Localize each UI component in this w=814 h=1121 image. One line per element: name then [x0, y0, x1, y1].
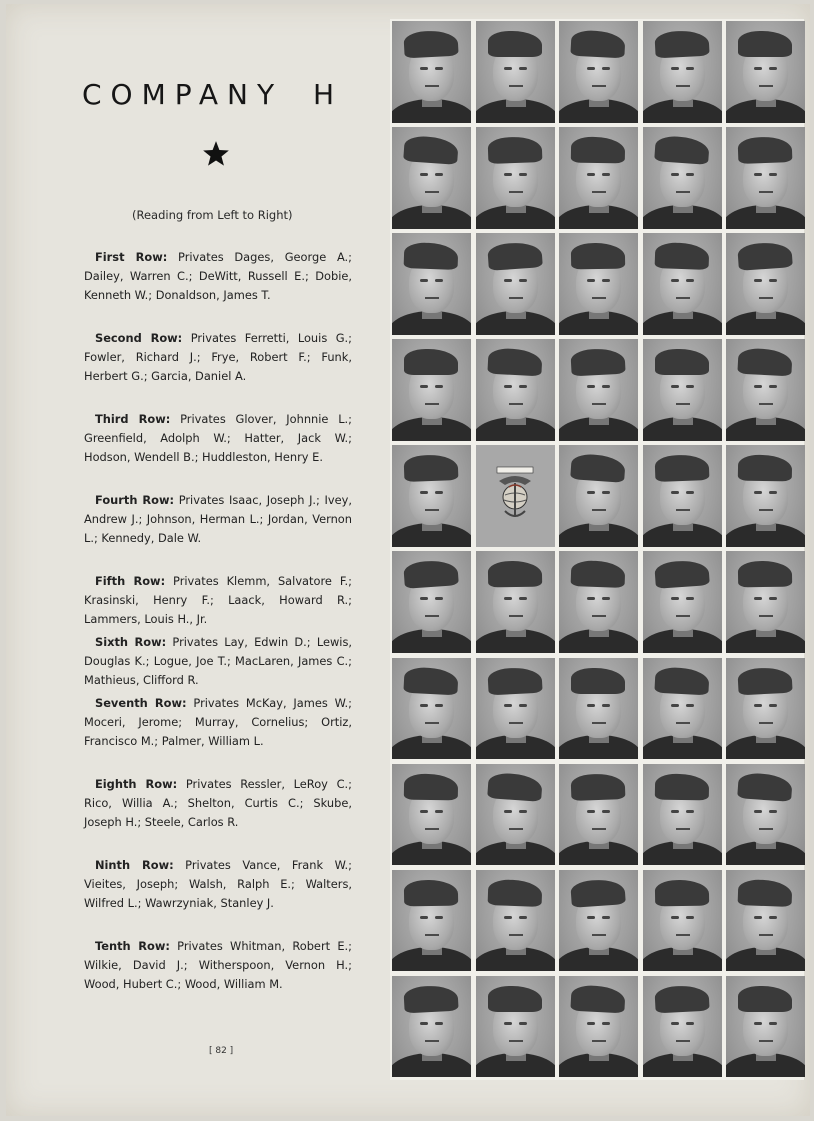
mouth	[759, 509, 773, 511]
row-caption-label: Seventh Row:	[95, 696, 187, 710]
soldier-portrait	[392, 445, 471, 547]
soldier-portrait	[392, 551, 471, 653]
soldier-portrait	[559, 21, 638, 123]
reading-direction-note: (Reading from Left to Right)	[132, 208, 293, 222]
row-caption-label: Fourth Row:	[95, 493, 175, 507]
mouth	[592, 934, 606, 936]
mouth	[759, 722, 773, 724]
mouth	[425, 828, 439, 830]
soldier-portrait	[476, 21, 555, 123]
garrison-cap	[737, 241, 793, 271]
garrison-cap	[737, 666, 792, 695]
garrison-cap	[570, 348, 625, 377]
garrison-cap	[571, 561, 626, 589]
soldier-portrait	[392, 764, 471, 866]
garrison-cap	[654, 242, 709, 270]
mouth	[592, 615, 606, 617]
row-captions	[84, 248, 352, 1018]
soldier-portrait	[643, 976, 722, 1078]
garrison-cap	[654, 773, 708, 800]
soldier-portrait	[726, 658, 805, 760]
garrison-cap	[570, 878, 626, 908]
soldier-portrait	[559, 127, 638, 229]
mouth	[425, 509, 439, 511]
mouth	[425, 85, 439, 87]
mouth	[592, 403, 606, 405]
garrison-cap	[738, 879, 793, 907]
row-caption	[84, 491, 352, 551]
garrison-cap	[487, 241, 543, 271]
garrison-cap	[404, 773, 458, 800]
row-caption-label: Sixth Row:	[95, 635, 167, 649]
row-caption-names: Privates Glover, Johnnie L.; Greenfield, Adolph W.; Hatter, Jack W.; Hodson, Wendell B.; Huddleston, Henry E.	[84, 412, 352, 465]
mouth	[509, 934, 523, 936]
soldier-portrait	[392, 976, 471, 1078]
garrison-cap	[738, 561, 792, 588]
row-caption-names: Privates McKay, James W.; Moceri, Jerome; Murray, Cornelius; Ortiz, Francisco M.; Palmer, William L.	[84, 696, 353, 749]
soldier-portrait	[559, 764, 638, 866]
soldier-portrait	[726, 339, 805, 441]
row-caption-names: Privates Isaac, Joseph J.; Ivey, Andrew J.; Johnson, Herman L.; Jordan, Vernon L.; Kennedy, Dale W.	[84, 493, 352, 546]
soldier-portrait	[643, 445, 722, 547]
mouth	[509, 1040, 523, 1042]
soldier-portrait	[726, 21, 805, 123]
garrison-cap	[487, 561, 541, 588]
soldier-portrait	[559, 658, 638, 760]
mouth	[759, 615, 773, 617]
row-caption-label: Tenth Row:	[95, 939, 170, 953]
row-caption-names: Privates Ferretti, Louis G.; Fowler, Richard J.; Frye, Robert F.; Funk, Herbert G.; Garcia, Daniel A.	[84, 331, 352, 384]
row-caption	[84, 856, 352, 916]
mouth	[676, 85, 690, 87]
soldier-portrait	[476, 233, 555, 335]
garrison-cap	[655, 349, 709, 375]
garrison-cap	[738, 136, 793, 164]
page-title	[82, 78, 343, 111]
mouth	[509, 828, 523, 830]
garrison-cap	[654, 454, 709, 482]
soldier-portrait	[392, 127, 471, 229]
soldier-portrait	[643, 127, 722, 229]
row-caption	[84, 329, 352, 389]
soldier-portrait	[559, 233, 638, 335]
soldier-portrait	[643, 339, 722, 441]
row-caption-label: Ninth Row:	[95, 858, 174, 872]
mouth	[759, 1040, 773, 1042]
garrison-cap	[571, 668, 625, 694]
soldier-portrait	[476, 764, 555, 866]
soldier-portrait	[726, 976, 805, 1078]
mouth	[425, 403, 439, 405]
soldier-portrait	[643, 658, 722, 760]
row-caption-label: Eighth Row:	[95, 777, 178, 791]
soldier-portrait	[559, 976, 638, 1078]
soldier-portrait	[643, 21, 722, 123]
mouth	[425, 934, 439, 936]
mouth	[759, 828, 773, 830]
marine-corps-emblem	[476, 445, 555, 547]
row-caption-names: Privates Lay, Edwin D.; Lewis, Douglas K.; Logue, Joe T.; MacLaren, James C.; Mathieus, Clifford R.	[84, 635, 353, 688]
soldier-portrait	[476, 551, 555, 653]
soldier-portrait	[392, 658, 471, 760]
mouth	[425, 1040, 439, 1042]
soldier-portrait	[559, 551, 638, 653]
mouth	[676, 403, 690, 405]
soldier-portrait	[559, 339, 638, 441]
soldier-portrait	[726, 551, 805, 653]
soldier-portrait	[643, 551, 722, 653]
garrison-cap	[404, 242, 459, 270]
garrison-cap	[654, 879, 708, 906]
mouth	[509, 85, 523, 87]
row-caption-label: Fifth Row:	[95, 574, 166, 588]
mouth	[592, 722, 606, 724]
soldier-portrait	[476, 870, 555, 972]
garrison-cap	[403, 560, 459, 590]
mouth	[509, 191, 523, 193]
soldier-portrait	[726, 445, 805, 547]
garrison-cap	[404, 349, 458, 375]
soldier-portrait	[726, 870, 805, 972]
mouth	[509, 615, 523, 617]
soldier-portrait	[476, 976, 555, 1078]
garrison-cap	[488, 986, 542, 1012]
row-caption-names: Privates Klemm, Salvatore F.; Krasinski, Henry F.; Laack, Howard R.; Lammers, Louis H., Jr.	[84, 574, 352, 627]
mouth	[509, 403, 523, 405]
row-caption	[84, 572, 352, 627]
mouth	[592, 828, 606, 830]
row-caption-names: Privates Vance, Frank W.; Vieites, Joseph; Walsh, Ralph E.; Walters, Wilfred L.; Wawrzyniak, Stanley J.	[84, 858, 352, 911]
garrison-cap	[403, 30, 458, 59]
star-icon	[202, 140, 230, 168]
mouth	[759, 297, 773, 299]
mouth	[676, 934, 690, 936]
title-letter: H	[313, 78, 344, 111]
mouth	[759, 403, 773, 405]
soldier-portrait	[476, 339, 555, 441]
mouth	[425, 297, 439, 299]
mouth	[592, 85, 606, 87]
garrison-cap	[571, 137, 625, 164]
garrison-cap	[654, 666, 709, 695]
mouth	[592, 297, 606, 299]
garrison-cap	[570, 984, 625, 1013]
mouth	[759, 191, 773, 193]
garrison-cap	[487, 879, 542, 907]
mouth	[676, 722, 690, 724]
row-caption	[84, 633, 353, 688]
mouth	[759, 85, 773, 87]
garrison-cap	[570, 30, 625, 59]
garrison-cap	[654, 560, 710, 590]
row-caption	[84, 410, 352, 470]
garrison-cap	[403, 984, 458, 1013]
garrison-cap	[487, 772, 543, 802]
garrison-cap	[738, 455, 792, 482]
soldier-portrait	[643, 870, 722, 972]
garrison-cap	[571, 773, 626, 801]
garrison-cap	[654, 135, 710, 165]
garrison-cap	[404, 454, 459, 482]
mouth	[509, 297, 523, 299]
row-caption	[84, 775, 352, 835]
row-caption	[84, 694, 352, 754]
row-caption	[84, 248, 352, 308]
mouth	[676, 828, 690, 830]
soldier-portrait	[392, 233, 471, 335]
garrison-cap	[403, 666, 458, 695]
garrison-cap	[738, 31, 792, 57]
row-caption-names: Privates Whitman, Robert E.; Wilkie, David J.; Witherspoon, Vernon H.; Wood, Hubert C.; Wood, William M.	[84, 939, 352, 992]
garrison-cap	[570, 454, 626, 484]
row-caption-label: Third Row:	[95, 412, 171, 426]
garrison-cap	[487, 348, 542, 377]
photo-grid	[392, 21, 805, 1077]
garrison-cap	[404, 879, 458, 906]
row-caption-label: First Row:	[95, 250, 168, 264]
eagle-globe-anchor-icon	[491, 465, 539, 521]
row-caption-label: Second Row:	[95, 331, 183, 345]
soldier-portrait	[726, 233, 805, 335]
row-caption-names: Privates Dages, George A.; Dailey, Warren C.; DeWitt, Russell E.; Dobie, Kenneth W.; Donaldson, James T.	[84, 250, 353, 303]
row-caption	[84, 937, 352, 997]
garrison-cap	[737, 772, 793, 802]
row-caption-names: Privates Ressler, LeRoy C.; Rico, Willia A.; Shelton, Curtis C.; Skube, Joseph H.; Steele, Carlos R.	[84, 777, 352, 830]
soldier-portrait	[476, 658, 555, 760]
garrison-cap	[488, 31, 542, 57]
page-number: [ 82 ]	[209, 1046, 234, 1056]
title-company: COMPANY	[82, 78, 284, 111]
mouth	[592, 191, 606, 193]
garrison-cap	[738, 986, 792, 1012]
soldier-portrait	[392, 21, 471, 123]
mouth	[759, 934, 773, 936]
garrison-cap	[737, 348, 792, 377]
soldier-portrait	[392, 339, 471, 441]
mouth	[425, 191, 439, 193]
soldier-portrait	[392, 870, 471, 972]
mouth	[676, 191, 690, 193]
soldier-portrait	[726, 127, 805, 229]
mouth	[676, 615, 690, 617]
garrison-cap	[487, 136, 542, 164]
garrison-cap	[487, 666, 542, 695]
garrison-cap	[654, 984, 709, 1013]
mouth	[676, 509, 690, 511]
mouth	[676, 297, 690, 299]
soldier-portrait	[643, 233, 722, 335]
mouth	[425, 722, 439, 724]
soldier-portrait	[643, 764, 722, 866]
soldier-portrait	[559, 445, 638, 547]
mouth	[509, 722, 523, 724]
mouth	[425, 615, 439, 617]
mouth	[676, 1040, 690, 1042]
garrison-cap	[654, 30, 709, 59]
soldier-portrait	[476, 127, 555, 229]
soldier-portrait	[726, 764, 805, 866]
mouth	[592, 1040, 606, 1042]
mouth	[592, 509, 606, 511]
soldier-portrait	[559, 870, 638, 972]
garrison-cap	[571, 243, 625, 270]
garrison-cap	[403, 135, 459, 165]
